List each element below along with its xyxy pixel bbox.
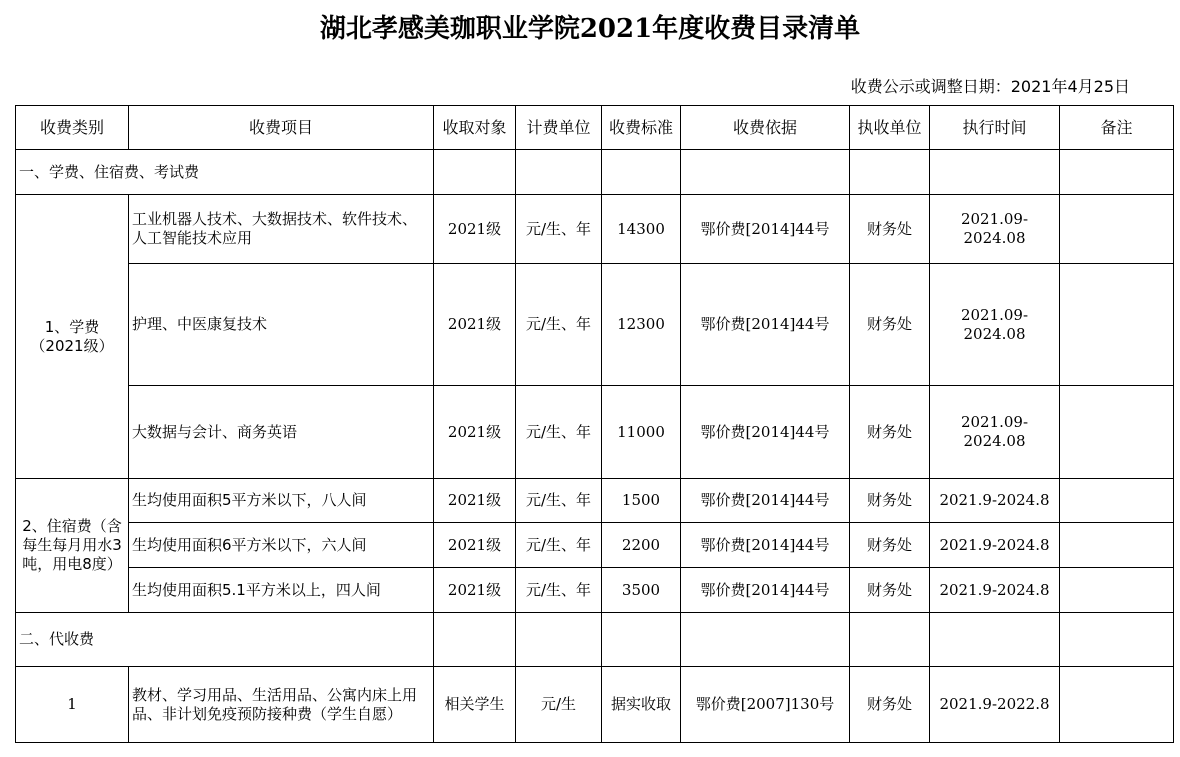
target-cell: 2021级 [434, 264, 516, 386]
basis-cell: 鄂价费[2014]44号 [681, 386, 850, 479]
standard-cell: 2200 [602, 523, 681, 568]
unit-cell: 元/生、年 [516, 264, 602, 386]
target-cell: 2021级 [434, 568, 516, 613]
document-title: 湖北孝感美珈职业学院2021年度收费目录清单 [319, 14, 861, 44]
section-title: 二、代收费 [16, 613, 434, 667]
item-cell: 护理、中医康复技术 [129, 264, 434, 386]
table-row [16, 523, 1174, 568]
section-row [16, 150, 1174, 195]
dept-cell: 财务处 [850, 523, 930, 568]
dept-cell: 财务处 [850, 386, 930, 479]
basis-cell: 鄂价费[2007]130号 [681, 667, 850, 743]
standard-cell: 据实收取 [602, 667, 681, 743]
basis-cell: 鄂价费[2014]44号 [681, 264, 850, 386]
target-cell: 2021级 [434, 195, 516, 264]
basis-cell: 鄂价费[2014]44号 [681, 568, 850, 613]
fee-table [15, 105, 1174, 743]
header-cell: 收取对象 [434, 106, 516, 150]
dept-cell: 财务处 [850, 479, 930, 523]
standard-cell: 3500 [602, 568, 681, 613]
table-row [16, 386, 1174, 479]
basis-cell: 鄂价费[2014]44号 [681, 479, 850, 523]
header-cell: 收费依据 [681, 106, 850, 150]
note-cell [1060, 264, 1174, 386]
header-cell: 执收单位 [850, 106, 930, 150]
target-cell: 相关学生 [434, 667, 516, 743]
header-cell: 收费项目 [129, 106, 434, 150]
section-row [16, 613, 1174, 667]
standard-cell: 11000 [602, 386, 681, 479]
dept-cell: 财务处 [850, 667, 930, 743]
header-cell: 收费类别 [16, 106, 129, 150]
basis-cell: 鄂价费[2014]44号 [681, 523, 850, 568]
item-cell: 大数据与会计、商务英语 [129, 386, 434, 479]
note-cell [1060, 479, 1174, 523]
unit-cell: 元/生、年 [516, 479, 602, 523]
item-cell: 教材、学习用品、生活用品、公寓内床上用品、非计划免疫预防接种费（学生自愿） [129, 667, 434, 743]
standard-cell: 1500 [602, 479, 681, 523]
dept-cell: 财务处 [850, 264, 930, 386]
item-cell: 生均使用面积5平方米以下，八人间 [129, 479, 434, 523]
category-cell: 2、住宿费（含每生每月用水3吨，用电8度） [16, 479, 129, 613]
table-row [16, 195, 1174, 264]
note-cell [1060, 667, 1174, 743]
category-cell: 1、学费（2021级） [16, 195, 129, 479]
unit-cell: 元/生、年 [516, 523, 602, 568]
unit-cell: 元/生 [516, 667, 602, 743]
table-row [16, 479, 1174, 523]
item-cell: 工业机器人技术、大数据技术、软件技术、人工智能技术应用 [129, 195, 434, 264]
period-cell: 2021.9-2022.8 [930, 667, 1060, 743]
period-cell: 2021.09-2024.08 [930, 195, 1060, 264]
item-cell: 生均使用面积5.1平方米以上，四人间 [129, 568, 434, 613]
note-cell [1060, 568, 1174, 613]
note-cell [1060, 195, 1174, 264]
unit-cell: 元/生、年 [516, 568, 602, 613]
header-cell: 备注 [1060, 106, 1174, 150]
standard-cell: 12300 [602, 264, 681, 386]
unit-cell: 元/生、年 [516, 195, 602, 264]
header-cell: 执行时间 [930, 106, 1060, 150]
publish-date: 收费公示或调整日期：2021年4月25日 [850, 77, 1130, 96]
period-cell: 2021.9-2024.8 [930, 568, 1060, 613]
table-row [16, 568, 1174, 613]
note-cell [1060, 523, 1174, 568]
target-cell: 2021级 [434, 523, 516, 568]
period-cell: 2021.09-2024.08 [930, 386, 1060, 479]
dept-cell: 财务处 [850, 195, 930, 264]
header-row [16, 106, 1174, 150]
basis-cell: 鄂价费[2014]44号 [681, 195, 850, 264]
target-cell: 2021级 [434, 386, 516, 479]
category-cell: 1 [16, 667, 129, 743]
standard-cell: 14300 [602, 195, 681, 264]
dept-cell: 财务处 [850, 568, 930, 613]
header-cell: 计费单位 [516, 106, 602, 150]
period-cell: 2021.9-2024.8 [930, 523, 1060, 568]
item-cell: 生均使用面积6平方米以下，六人间 [129, 523, 434, 568]
target-cell: 2021级 [434, 479, 516, 523]
unit-cell: 元/生、年 [516, 386, 602, 479]
section-title: 一、学费、住宿费、考试费 [16, 150, 434, 195]
table-row [16, 264, 1174, 386]
note-cell [1060, 386, 1174, 479]
header-cell: 收费标准 [602, 106, 681, 150]
period-cell: 2021.9-2024.8 [930, 479, 1060, 523]
table-row [16, 667, 1174, 743]
period-cell: 2021.09-2024.08 [930, 264, 1060, 386]
